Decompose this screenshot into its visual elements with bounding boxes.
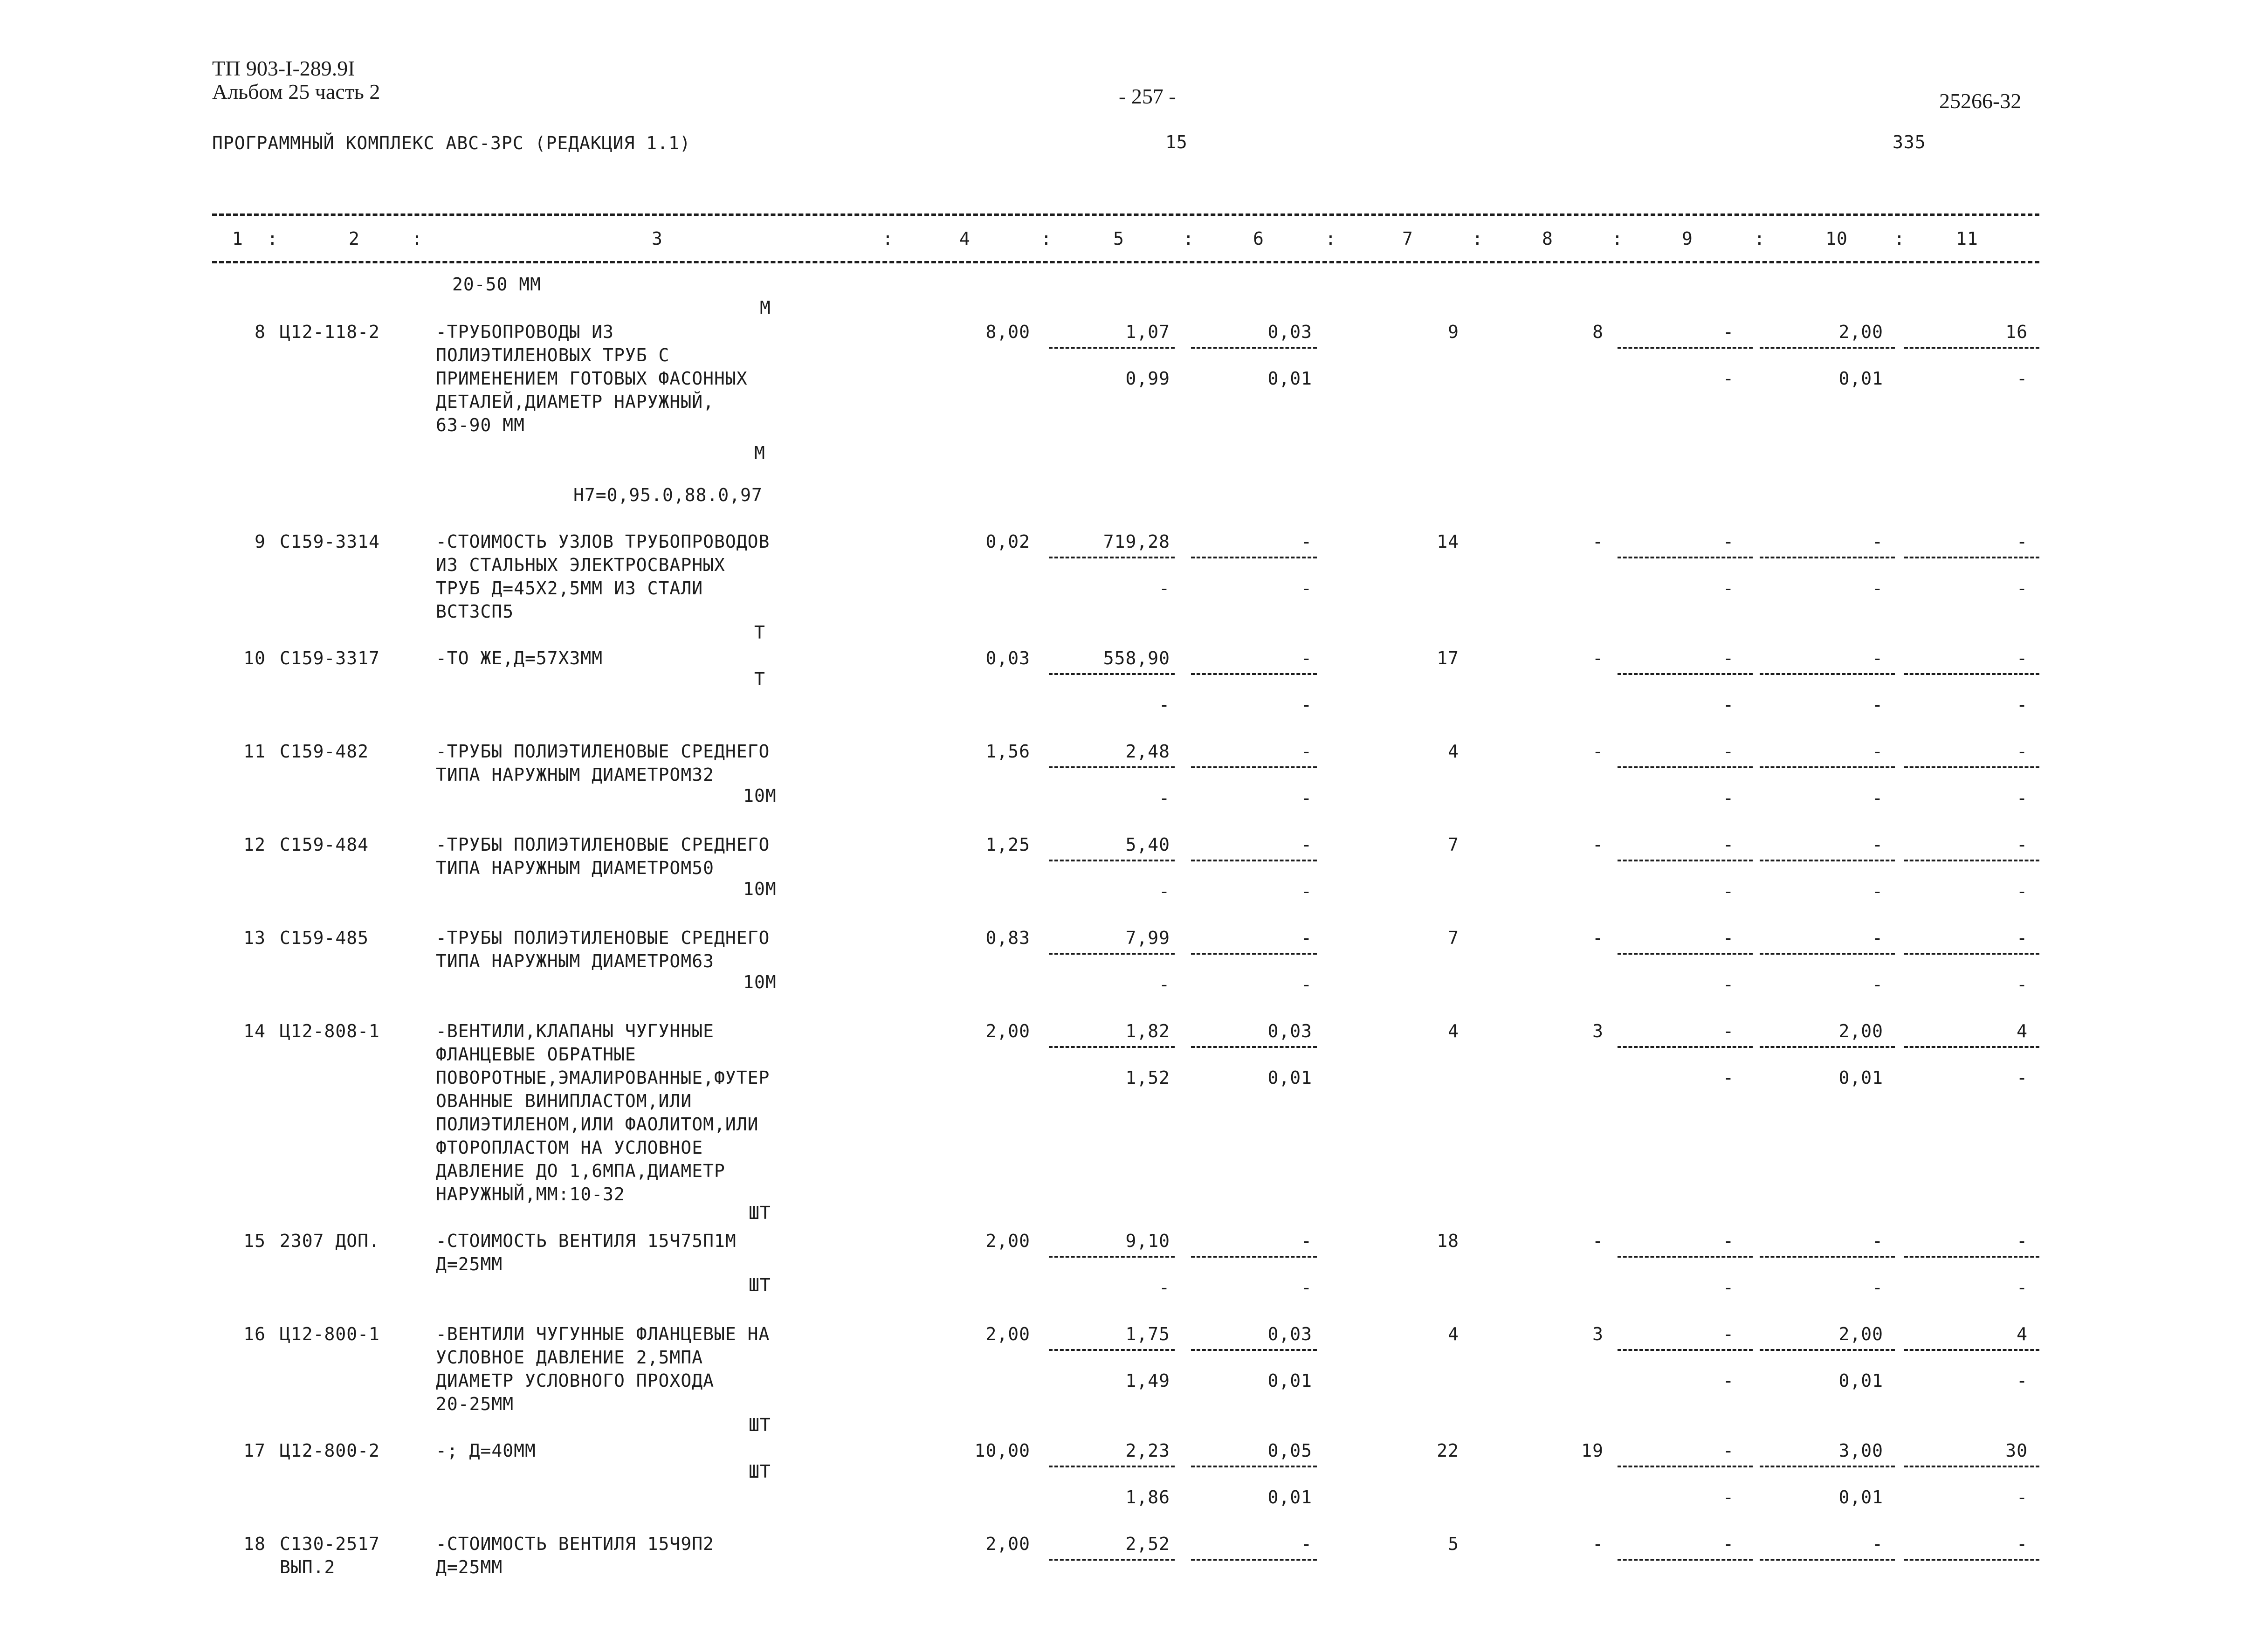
cell-underline (1191, 673, 1317, 675)
cell-underline (1618, 673, 1753, 675)
cell-col8: - (1592, 531, 1604, 552)
cell-col10: - (1872, 648, 1883, 668)
cell-col5: 1,75 (1125, 1324, 1170, 1344)
cell-underline (1191, 953, 1317, 955)
cell-col5: 558,90 (1103, 648, 1170, 668)
row-description-line: -ТРУБЫ ПОЛИЭТИЛЕНОВЫЕ СРЕДНЕГО (436, 928, 770, 948)
cell-col11-lower: - (2017, 974, 2028, 995)
row-code: 2307 ДОП. (280, 1231, 380, 1251)
cell-underline (1049, 1046, 1175, 1048)
cell-underline (1618, 860, 1753, 861)
column-separator: : (412, 228, 423, 249)
cell-underline (1049, 860, 1175, 861)
column-separator: : (267, 228, 278, 249)
cell-col8: - (1592, 928, 1604, 948)
row-unit: ШТ (749, 1203, 771, 1223)
row-code: С159-3317 (280, 648, 380, 668)
cell-col5-lower: - (1159, 695, 1170, 715)
cell-col11-lower: - (2017, 881, 2028, 902)
cell-underline (1760, 673, 1895, 675)
cell-col9-lower: - (1723, 1067, 1734, 1088)
cell-underline (1049, 953, 1175, 955)
cell-col11-lower: - (2017, 788, 2028, 808)
cell-underline (1191, 766, 1317, 768)
cell-underline (1760, 953, 1895, 955)
cell-underline (1760, 347, 1895, 349)
row-description-line: ТИПА НАРУЖНЫМ ДИАМЕТРОМ63 (436, 951, 714, 971)
row-code: Ц12-808-1 (280, 1021, 380, 1041)
cell-underline (1760, 557, 1895, 558)
row-number: 9 (255, 531, 266, 552)
cell-col10-lower: - (1872, 1277, 1883, 1298)
cell-col9-lower: - (1723, 788, 1734, 808)
cell-col11: - (2017, 834, 2028, 855)
cell-underline (1191, 1559, 1317, 1561)
cell-col4: 10,00 (974, 1440, 1030, 1461)
cell-col10-lower: - (1872, 974, 1883, 995)
row-description-line: -СТОИМОСТЬ УЗЛОВ ТРУБОПРОВОДОВ (436, 531, 770, 552)
cell-col5-lower: - (1159, 1277, 1170, 1298)
cell-underline (1049, 347, 1175, 349)
row-description-line: 63-90 ММ (436, 415, 525, 435)
row-description-line: -ТРУБОПРОВОДЫ ИЗ (436, 322, 614, 342)
cell-col9: - (1723, 322, 1734, 342)
row-description-line: -ВЕНТИЛИ ЧУГУННЫЕ ФЛАНЦЕВЫЕ НА (436, 1324, 770, 1344)
cell-col9: - (1723, 834, 1734, 855)
cell-col8: 3 (1592, 1324, 1604, 1344)
cell-col10-lower: - (1872, 788, 1883, 808)
cell-col7: 17 (1437, 648, 1459, 668)
cell-col9-lower: - (1723, 1277, 1734, 1298)
cell-col4: 1,56 (985, 741, 1030, 762)
cell-col6-lower: 0,01 (1267, 368, 1312, 389)
cell-underline (1049, 557, 1175, 558)
row-description-line: ПОЛИЭТИЛЕНОМ,ИЛИ ФАОЛИТОМ,ИЛИ (436, 1114, 759, 1135)
cell-col7: 14 (1437, 531, 1459, 552)
cell-col11: 4 (2017, 1021, 2028, 1041)
cell-col9: - (1723, 1534, 1734, 1554)
cell-col9: - (1723, 531, 1734, 552)
cell-col11: - (2017, 531, 2028, 552)
cell-underline (1618, 347, 1753, 349)
cell-col6-lower: 0,01 (1267, 1370, 1312, 1391)
cell-col4: 8,00 (985, 322, 1030, 342)
row-number: 18 (243, 1534, 266, 1554)
cell-col10: 2,00 (1838, 1021, 1883, 1041)
program-title: ПРОГРАММНЫЙ КОМПЛЕКС АВС-3РС (РЕДАКЦИЯ 1.1) (212, 133, 691, 153)
cell-underline (1191, 347, 1317, 349)
cell-col7: 4 (1448, 741, 1459, 762)
carry-over-unit: М (760, 297, 771, 318)
cell-col4: 0,02 (985, 531, 1030, 552)
row-number: 14 (243, 1021, 266, 1041)
cell-col4: 0,83 (985, 928, 1030, 948)
cell-col7: 4 (1448, 1021, 1459, 1041)
row-description-line: ДАВЛЕНИЕ ДО 1,6МПА,ДИАМЕТР (436, 1161, 725, 1181)
cell-col7: 9 (1448, 322, 1459, 342)
table-top-rule (212, 213, 2039, 216)
cell-col5: 719,28 (1103, 531, 1170, 552)
cell-underline (1760, 1559, 1895, 1561)
row-description-line: ПОЛИЭТИЛЕНОВЫХ ТРУБ С (436, 345, 670, 365)
cell-underline (1904, 1559, 2039, 1561)
cell-col7: 5 (1448, 1534, 1459, 1554)
cell-col4: 1,25 (985, 834, 1030, 855)
cell-col8: 19 (1581, 1440, 1604, 1461)
cell-underline (1760, 1349, 1895, 1351)
cell-col11-lower: - (2017, 368, 2028, 389)
cell-col6-lower: - (1301, 788, 1312, 808)
cell-underline (1191, 1349, 1317, 1351)
cell-underline (1618, 1046, 1753, 1048)
column-separator: : (1894, 228, 1905, 249)
cell-underline (1904, 1466, 2039, 1467)
cell-col6: - (1301, 834, 1312, 855)
row-description-line: -ТРУБЫ ПОЛИЭТИЛЕНОВЫЕ СРЕДНЕГО (436, 741, 770, 762)
column-separator: : (882, 228, 894, 249)
cell-col7: 7 (1448, 928, 1459, 948)
cell-col10: - (1872, 1231, 1883, 1251)
cell-col5: 1,07 (1125, 322, 1170, 342)
cell-col6-lower: - (1301, 974, 1312, 995)
cell-col9: - (1723, 1021, 1734, 1041)
cell-col10: 3,00 (1838, 1440, 1883, 1461)
cell-col11: - (2017, 928, 2028, 948)
cell-col5: 5,40 (1125, 834, 1170, 855)
cell-underline (1904, 766, 2039, 768)
cell-underline (1904, 673, 2039, 675)
cell-col11-lower: - (2017, 1067, 2028, 1088)
row-description-line: ИЗ СТАЛЬНЫХ ЭЛЕКТРОСВАРНЫХ (436, 555, 725, 575)
cell-col11-lower: - (2017, 695, 2028, 715)
cell-col5-lower: 1,52 (1125, 1067, 1170, 1088)
cell-col4: 2,00 (985, 1534, 1030, 1554)
cell-col10-lower: 0,01 (1838, 368, 1883, 389)
row-description-line: ПОВОРОТНЫЕ,ЭМАЛИРОВАННЫЕ,ФУТЕР (436, 1067, 770, 1088)
row-description-line: Д=25ММ (436, 1557, 503, 1577)
cell-col5: 9,10 (1125, 1231, 1170, 1251)
cell-col11-lower: - (2017, 578, 2028, 599)
cell-col4: 0,03 (985, 648, 1030, 668)
cell-col8: - (1592, 741, 1604, 762)
cell-col9-lower: - (1723, 881, 1734, 902)
row-description-line: ОВАННЫЕ ВИНИПЛАСТОМ,ИЛИ (436, 1091, 692, 1111)
cell-underline (1904, 953, 2039, 955)
column-header-10: 10 (1825, 228, 1848, 249)
row-code: С159-485 (280, 928, 369, 948)
row-unit: ШТ (749, 1275, 771, 1295)
cell-col9: - (1723, 1440, 1734, 1461)
cell-underline (1191, 860, 1317, 861)
column-separator: : (1754, 228, 1765, 249)
cell-col5-lower: 1,86 (1125, 1487, 1170, 1507)
cell-col8: - (1592, 648, 1604, 668)
row-description-line: 20-25ММ (436, 1394, 514, 1414)
cell-col10: - (1872, 741, 1883, 762)
row-description-line: ФЛАНЦЕВЫЕ ОБРАТНЫЕ (436, 1044, 636, 1065)
table-header-rule (212, 261, 2039, 263)
row-unit: ШТ (749, 1415, 771, 1435)
cell-col5: 2,48 (1125, 741, 1170, 762)
cell-col7: 22 (1437, 1440, 1459, 1461)
cell-col9: - (1723, 741, 1734, 762)
row-number: 17 (243, 1440, 266, 1461)
cell-col11-lower: - (2017, 1487, 2028, 1507)
cell-underline (1618, 953, 1753, 955)
cell-col6: - (1301, 531, 1312, 552)
cell-col11: - (2017, 648, 2028, 668)
cell-underline (1049, 1559, 1175, 1561)
row-number: 15 (243, 1231, 266, 1251)
cell-col5-lower: - (1159, 788, 1170, 808)
row-code: С159-484 (280, 834, 369, 855)
cell-col6-lower: 0,01 (1267, 1067, 1312, 1088)
row-unit: Т (754, 669, 765, 689)
cell-col9-lower: - (1723, 1370, 1734, 1391)
cell-underline (1049, 766, 1175, 768)
column-header-9: 9 (1682, 228, 1693, 249)
cell-col11: - (2017, 1231, 2028, 1251)
cell-col8: - (1592, 1231, 1604, 1251)
cell-underline (1049, 1349, 1175, 1351)
row-code: Ц12-800-2 (280, 1440, 380, 1461)
column-header-4: 4 (959, 228, 971, 249)
cell-underline (1760, 766, 1895, 768)
cell-underline (1760, 860, 1895, 861)
row-description-line: ДИАМЕТР УСЛОВНОГО ПРОХОДА (436, 1370, 714, 1391)
cell-col10: 2,00 (1838, 322, 1883, 342)
cell-col7: 4 (1448, 1324, 1459, 1344)
row-number: 13 (243, 928, 266, 948)
row-unit: 10М (743, 972, 777, 992)
cell-col11-lower: - (2017, 1370, 2028, 1391)
cell-col6: - (1301, 1534, 1312, 1554)
cell-underline (1618, 1349, 1753, 1351)
row-note: Н7=0,95.0,88.0,97 (573, 485, 763, 505)
cell-underline (1760, 1046, 1895, 1048)
cell-col6: 0,03 (1267, 1021, 1312, 1041)
row-description-line: -СТОИМОСТЬ ВЕНТИЛЯ 15Ч9П2 (436, 1534, 714, 1554)
row-description-line: ПРИМЕНЕНИЕМ ГОТОВЫХ ФАСОННЫХ (436, 368, 748, 389)
cell-col10: - (1872, 1534, 1883, 1554)
row-number: 8 (255, 322, 266, 342)
column-header-6: 6 (1253, 228, 1264, 249)
cell-col9: - (1723, 1231, 1734, 1251)
cell-underline (1618, 1256, 1753, 1258)
cell-underline (1049, 1466, 1175, 1467)
row-number: 16 (243, 1324, 266, 1344)
cell-col6-lower: - (1301, 578, 1312, 599)
cell-col10: - (1872, 531, 1883, 552)
cell-col5: 7,99 (1125, 928, 1170, 948)
cell-col10: 2,00 (1838, 1324, 1883, 1344)
cell-col9: - (1723, 928, 1734, 948)
cell-col6-lower: 0,01 (1267, 1487, 1312, 1507)
row-unit: 10М (743, 879, 777, 899)
page-number: - 257 - (1119, 84, 1176, 108)
column-header-7: 7 (1402, 228, 1413, 249)
sheet-number: 15 (1165, 132, 1188, 152)
row-unit: ШТ (749, 1461, 771, 1482)
row-unit: 10М (743, 785, 777, 806)
cell-underline (1049, 673, 1175, 675)
row-description-line: -; Д=40ММ (436, 1440, 536, 1461)
cell-underline (1904, 1256, 2039, 1258)
row-number: 12 (243, 834, 266, 855)
row-code: Ц12-800-1 (280, 1324, 380, 1344)
cell-col6-lower: - (1301, 1277, 1312, 1298)
row-description-line: ДЕТАЛЕЙ,ДИАМЕТР НАРУЖНЫЙ, (436, 392, 714, 412)
cell-col10-lower: 0,01 (1838, 1370, 1883, 1391)
column-header-11: 11 (1956, 228, 1978, 249)
cell-underline (1904, 1046, 2039, 1048)
cell-col4: 2,00 (985, 1231, 1030, 1251)
row-description-line: -ТО ЖЕ,Д=57Х3ММ (436, 648, 603, 668)
cell-col9-lower: - (1723, 974, 1734, 995)
cell-col5-lower: - (1159, 578, 1170, 599)
cell-underline (1191, 1466, 1317, 1467)
row-code: С159-482 (280, 741, 369, 762)
column-header-1: 1 (232, 228, 243, 249)
cell-col5-lower: - (1159, 881, 1170, 902)
cell-col10-lower: - (1872, 578, 1883, 599)
cell-underline (1618, 766, 1753, 768)
column-separator: : (1325, 228, 1336, 249)
row-code-issue: ВЫП.2 (280, 1557, 336, 1577)
cell-col10: - (1872, 834, 1883, 855)
row-description-line: ТИПА НАРУЖНЫМ ДИАМЕТРОМ50 (436, 858, 714, 878)
cell-col5: 1,82 (1125, 1021, 1170, 1041)
cell-col10-lower: 0,01 (1838, 1067, 1883, 1088)
row-code: С130-2517 (280, 1534, 380, 1554)
cell-col11: 4 (2017, 1324, 2028, 1344)
cell-col6-lower: - (1301, 695, 1312, 715)
column-header-3: 3 (652, 228, 663, 249)
cell-col8: 8 (1592, 322, 1604, 342)
column-separator: : (1183, 228, 1194, 249)
cell-col10-lower: - (1872, 695, 1883, 715)
cell-col6: 0,03 (1267, 322, 1312, 342)
cell-underline (1904, 347, 2039, 349)
column-header-5: 5 (1113, 228, 1124, 249)
row-number: 10 (243, 648, 266, 668)
cell-col6: - (1301, 648, 1312, 668)
column-separator: : (1472, 228, 1483, 249)
column-header-8: 8 (1542, 228, 1553, 249)
cell-col4: 2,00 (985, 1324, 1030, 1344)
cell-col11: 30 (2005, 1440, 2028, 1461)
row-description-line: УСЛОВНОЕ ДАВЛЕНИЕ 2,5МПА (436, 1347, 703, 1368)
cell-col11: - (2017, 1534, 2028, 1554)
document-code: ТП 903-I-289.9I (212, 56, 355, 80)
row-description-line: ВСТ3СП5 (436, 601, 514, 622)
album-label: Альбом 25 часть 2 (212, 80, 380, 103)
cell-col5-lower: 0,99 (1125, 368, 1170, 389)
row-code: Ц12-118-2 (280, 322, 380, 342)
row-description-line: ФТОРОПЛАСТОМ НА УСЛОВНОЕ (436, 1137, 703, 1158)
row-unit: Т (754, 622, 765, 643)
cell-col9-lower: - (1723, 368, 1734, 389)
cell-col6: - (1301, 1231, 1312, 1251)
cell-col6: - (1301, 741, 1312, 762)
row-number: 11 (243, 741, 266, 762)
cell-col11: 16 (2005, 322, 2028, 342)
column-separator: : (1041, 228, 1052, 249)
cell-col7: 18 (1437, 1231, 1459, 1251)
cell-underline (1191, 557, 1317, 558)
cell-col9-lower: - (1723, 1487, 1734, 1507)
cell-underline (1191, 1256, 1317, 1258)
cell-col7: 7 (1448, 834, 1459, 855)
cell-underline (1904, 1349, 2039, 1351)
cell-underline (1049, 1256, 1175, 1258)
row-description-line: -СТОИМОСТЬ ВЕНТИЛЯ 15Ч75П1М (436, 1231, 737, 1251)
cell-col6-lower: - (1301, 881, 1312, 902)
cell-col10-lower: - (1872, 881, 1883, 902)
column-separator: : (1612, 228, 1623, 249)
cell-col9-lower: - (1723, 695, 1734, 715)
row-description-line: Д=25ММ (436, 1254, 503, 1274)
code-number: 335 (1893, 132, 1926, 152)
cell-underline (1618, 1466, 1753, 1467)
cell-col6: 0,03 (1267, 1324, 1312, 1344)
row-description-line: -ТРУБЫ ПОЛИЭТИЛЕНОВЫЕ СРЕДНЕГО (436, 834, 770, 855)
cell-underline (1760, 1256, 1895, 1258)
row-code: С159-3314 (280, 531, 380, 552)
row-unit: М (754, 443, 765, 463)
column-header-2: 2 (349, 228, 360, 249)
cell-col9-lower: - (1723, 578, 1734, 599)
cell-col5-lower: - (1159, 974, 1170, 995)
cell-col8: 3 (1592, 1021, 1604, 1041)
cell-col10: - (1872, 928, 1883, 948)
cell-col5: 2,23 (1125, 1440, 1170, 1461)
cell-underline (1904, 557, 2039, 558)
row-description-line: НАРУЖНЫЙ,ММ:10-32 (436, 1184, 625, 1205)
cell-col10-lower: 0,01 (1838, 1487, 1883, 1507)
row-description-line: ТИПА НАРУЖНЫМ ДИАМЕТРОМ32 (436, 764, 714, 785)
cell-col11-lower: - (2017, 1277, 2028, 1298)
cell-col11: - (2017, 741, 2028, 762)
cell-underline (1191, 1046, 1317, 1048)
cell-underline (1760, 1466, 1895, 1467)
cell-col8: - (1592, 1534, 1604, 1554)
cell-underline (1618, 557, 1753, 558)
cell-underline (1904, 860, 2039, 861)
cell-col6: - (1301, 928, 1312, 948)
row-description-line: ТРУБ Д=45Х2,5ММ ИЗ СТАЛИ (436, 578, 703, 599)
cell-col6: 0,05 (1267, 1440, 1312, 1461)
cell-underline (1618, 1559, 1753, 1561)
carry-over-text: 20-50 ММ (452, 274, 542, 295)
cell-col8: - (1592, 834, 1604, 855)
row-description-line: -ВЕНТИЛИ,КЛАПАНЫ ЧУГУННЫЕ (436, 1021, 714, 1041)
cell-col9: - (1723, 1324, 1734, 1344)
cell-col9: - (1723, 648, 1734, 668)
cell-col4: 2,00 (985, 1021, 1030, 1041)
inventory-number: 25266-32 (1939, 89, 2022, 113)
cell-col5-lower: 1,49 (1125, 1370, 1170, 1391)
cell-col5: 2,52 (1125, 1534, 1170, 1554)
